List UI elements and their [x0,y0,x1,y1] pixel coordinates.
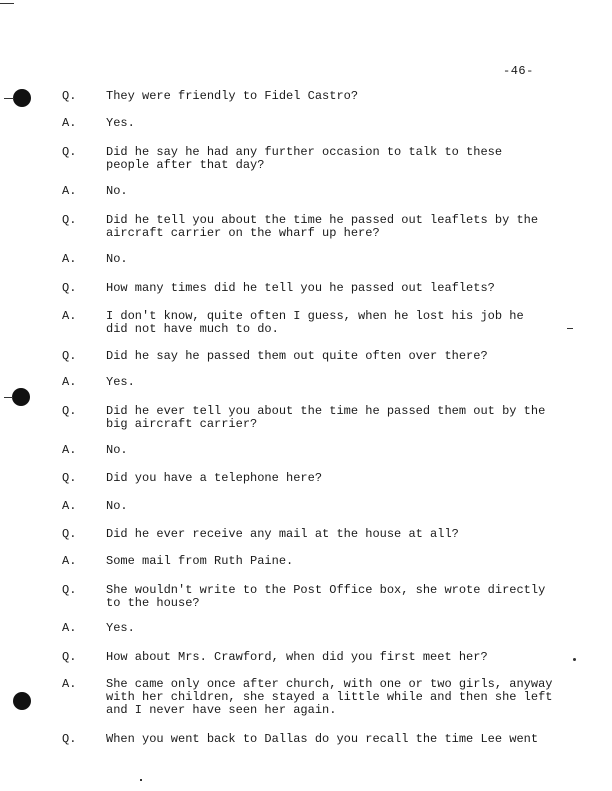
scan-mark [140,779,142,781]
speaker-label: Q. [62,145,77,159]
speaker-label: A. [62,621,77,635]
line-text: Did you have a telephone here? [106,471,323,485]
speaker-label: A. [62,184,77,198]
line-text: Did he ever receive any mail at the house at all? [106,527,459,541]
line-text: Yes. [106,116,135,130]
scan-mark [4,397,13,398]
punch-hole [13,692,31,710]
punch-hole [12,388,30,406]
line-text: No. [106,499,128,513]
speaker-label: Q. [62,404,77,418]
scan-mark [0,3,14,4]
line-text: Some mail from Ruth Paine. [106,554,294,568]
speaker-label: A. [62,677,77,691]
line-text: No. [106,252,128,266]
speaker-label: Q. [62,650,77,664]
speaker-label: Q. [62,527,77,541]
line-text: Did he ever tell you about the time he passed them out by the big aircraft carrier? [106,404,546,431]
line-text: Did he tell you about the time he passed out leaflets by the aircraft carrier on the wharf up here? [106,213,539,240]
line-text: They were friendly to Fidel Castro? [106,89,359,103]
line-text: Yes. [106,375,135,389]
speaker-label: A. [62,309,77,323]
speaker-label: Q. [62,349,77,363]
line-text: No. [106,184,128,198]
line-text: No. [106,443,128,457]
speaker-label: A. [62,443,77,457]
speaker-label: Q. [62,213,77,227]
speaker-label: Q. [62,583,77,597]
line-text: Did he say he had any further occasion to talk to these people after that day? [106,145,503,172]
punch-hole [13,89,31,107]
speaker-label: Q. [62,281,77,295]
scan-mark [4,98,14,99]
scan-mark [567,328,573,329]
line-text: Yes. [106,621,135,635]
speaker-label: A. [62,499,77,513]
speaker-label: A. [62,375,77,389]
speaker-label: Q. [62,89,77,103]
line-text: She wouldn't write to the Post Office box, she wrote directly to the house? [106,583,546,610]
speaker-label: A. [62,116,77,130]
scan-mark [573,658,576,661]
speaker-label: Q. [62,471,77,485]
speaker-label: A. [62,554,77,568]
line-text: Did he say he passed them out quite often over there? [106,349,488,363]
line-text: How about Mrs. Crawford, when did you first meet her? [106,650,488,664]
line-text: She came only once after church, with one or two girls, anyway with her children, she stayed a little while and then she left and I never have seen her again. [106,677,553,717]
page-number: -46- [503,64,534,78]
line-text: When you went back to Dallas do you recall the time Lee went [106,732,539,746]
speaker-label: A. [62,252,77,266]
line-text: How many times did he tell you he passed out leaflets? [106,281,495,295]
line-text: I don't know, quite often I guess, when he lost his job he did not have much to do. [106,309,524,336]
speaker-label: Q. [62,732,77,746]
